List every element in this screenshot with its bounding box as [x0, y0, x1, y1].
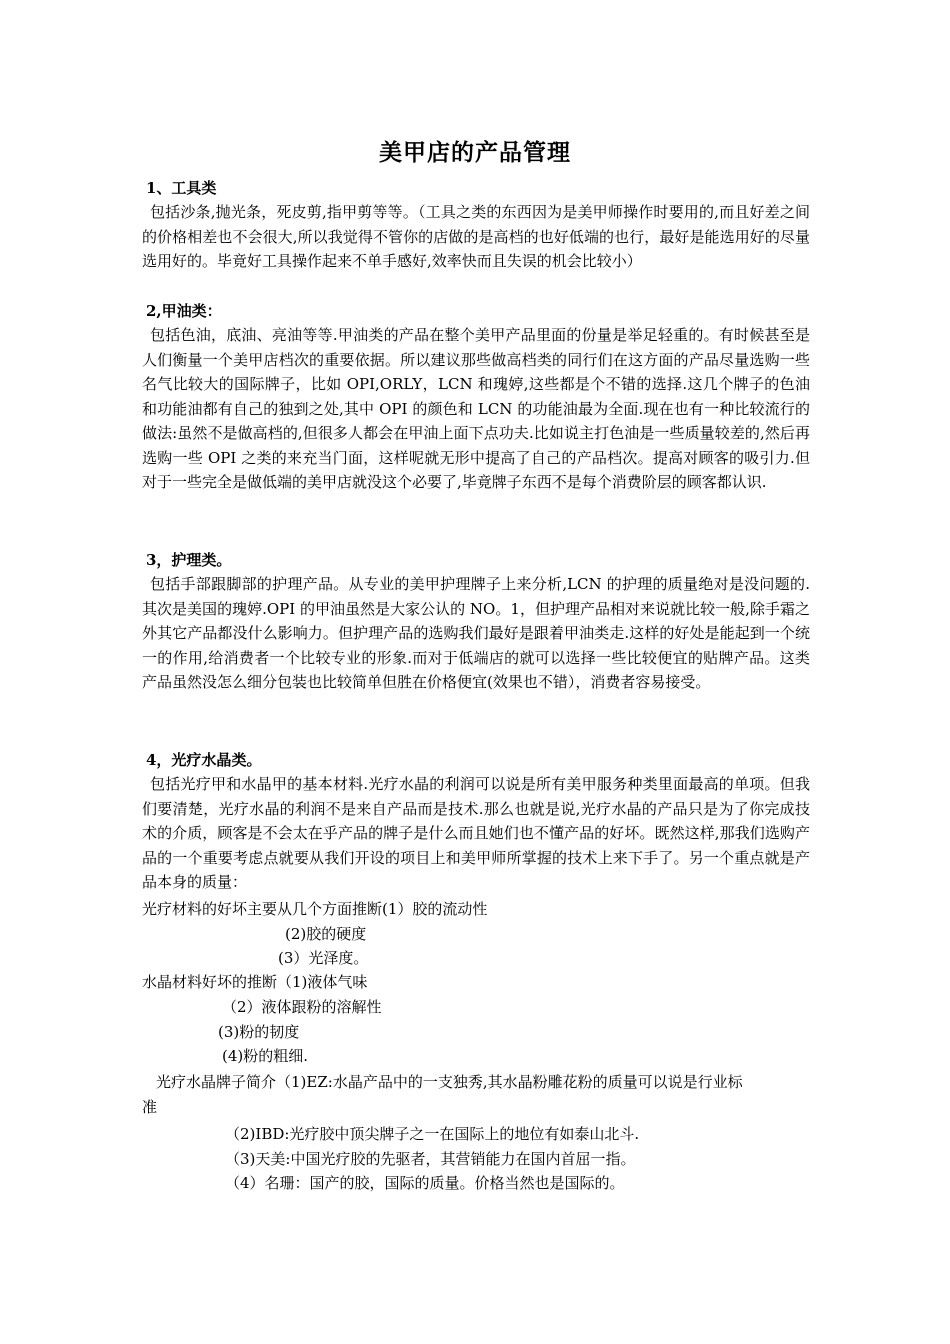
section-heading-gel-crystal: 4，光疗水晶类。: [146, 751, 262, 769]
brand-line-4: （4）名珊：国产的胶，国际的质量。价格当然也是国际的。: [225, 1174, 625, 1192]
page-title: 美甲店的产品管理: [379, 139, 571, 166]
section-heading-polish: 2,甲油类：: [146, 302, 222, 320]
crystal-quality-line-4: (4)粉的粗细.: [222, 1047, 309, 1065]
section-heading-tools: 1、工具类: [146, 179, 217, 197]
section-body-tools: 包括沙条,抛光条，死皮剪,指甲剪等等。（工具之类的东西因为是美甲师操作时要用的,而且好差之间的价格相差也不会很大,所以我觉得不管你的店做的是高档的也好低端的也行，最好是能选用好的尽量选用好的。毕竟好工具操作起来不单手感好,效率快而且失误的机会比较小）: [142, 203, 810, 270]
crystal-quality-line-3: (3)粉的韧度: [218, 1023, 300, 1041]
brand-line-3: （3)天美:中国光疗胶的先驱者，其营销能力在国内首屈一指。: [225, 1150, 636, 1168]
section-heading-care: 3，护理类。: [146, 551, 232, 569]
gel-quality-line-1: 光疗材料的好坏主要从几个方面推断(1）胶的流动性: [142, 900, 488, 918]
section-body-gel-crystal: 包括光疗甲和水晶甲的基本材料.光疗水晶的利润可以说是所有美甲服务种类里面最高的单项。但我们要清楚，光疗水晶的利润不是来自产品而是技术.那么也就是说,光疗水晶的产品只是为了你完成技术的介质，顾客是不会太在乎产品的牌子是什么而且她们也不懂产品的好坏。既然这样,那我们选购产品的一个重要考虑点就要从我们开设的项目上和美甲师所掌握的技术上来下手了。另一个重点就是产品本身的质量：: [142, 775, 810, 891]
crystal-quality-line-1: 水晶材料好坏的推断（1)液体气味: [142, 973, 368, 991]
gel-quality-line-3: (3）光泽度。: [278, 949, 369, 967]
section-body-care: 包括手部跟脚部的护理产品。从专业的美甲护理牌子上来分析,LCN 的护理的质量绝对是没问题的.其次是美国的瑰婷.OPI 的甲油虽然是大家公认的 NO。1，但护理产品相对来说就比较一般,除手霜之外其它产品都没什么影响力。但护理产品的选购我们最好是跟着甲油类走.这样的好处是能起到一个统一的作用,给消费者一个比较专业的形象.而对于低端店的就可以选择一些比较便宜的贴牌产品。这类产品虽然没怎么细分包装也比较简单但胜在价格便宜(效果也不错），消费者容易接受。: [142, 575, 810, 691]
gel-quality-line-2: (2)胶的硬度: [285, 925, 367, 943]
crystal-quality-line-2: （2）液体跟粉的溶解性: [222, 998, 382, 1016]
section-body-polish: 包括色油，底油、亮油等等.甲油类的产品在整个美甲产品里面的份量是举足轻重的。有时候甚至是人们衡量一个美甲店档次的重要依据。所以建议那些做高档类的同行们在这方面的产品尽量选购一些名气比较大的国际牌子，比如 OPI,ORLY，LCN 和瑰婷,这些都是个不错的选择.这几个牌子的色油和功能油都有自己的独到之处,其中 OPI 的颜色和 LCN 的功能油最为全面.现在也有一种比较流行的做法:虽然不是做高档的,但很多人都会在甲油上面下点功夫.比如说主打色油是一些质量较差的,然后再选购一些 OPI 之类的来充当门面，这样呢就无形中提高了自己的产品档次。提高对顾客的吸引力.但对于一些完全是做低端的美甲店就没这个必要了,毕竟牌子东西不是每个消费阶层的顾客都认识.: [142, 326, 810, 491]
brand-line-1: 光疗水晶牌子简介（1)EZ:水晶产品中的一支独秀,其水晶粉雕花粉的质量可以说是行业标: [156, 1073, 743, 1091]
brand-line-1-cont: 准: [142, 1098, 158, 1116]
brand-line-2: （2)IBD:光疗胶中顶尖牌子之一在国际上的地位有如泰山北斗.: [225, 1125, 640, 1143]
